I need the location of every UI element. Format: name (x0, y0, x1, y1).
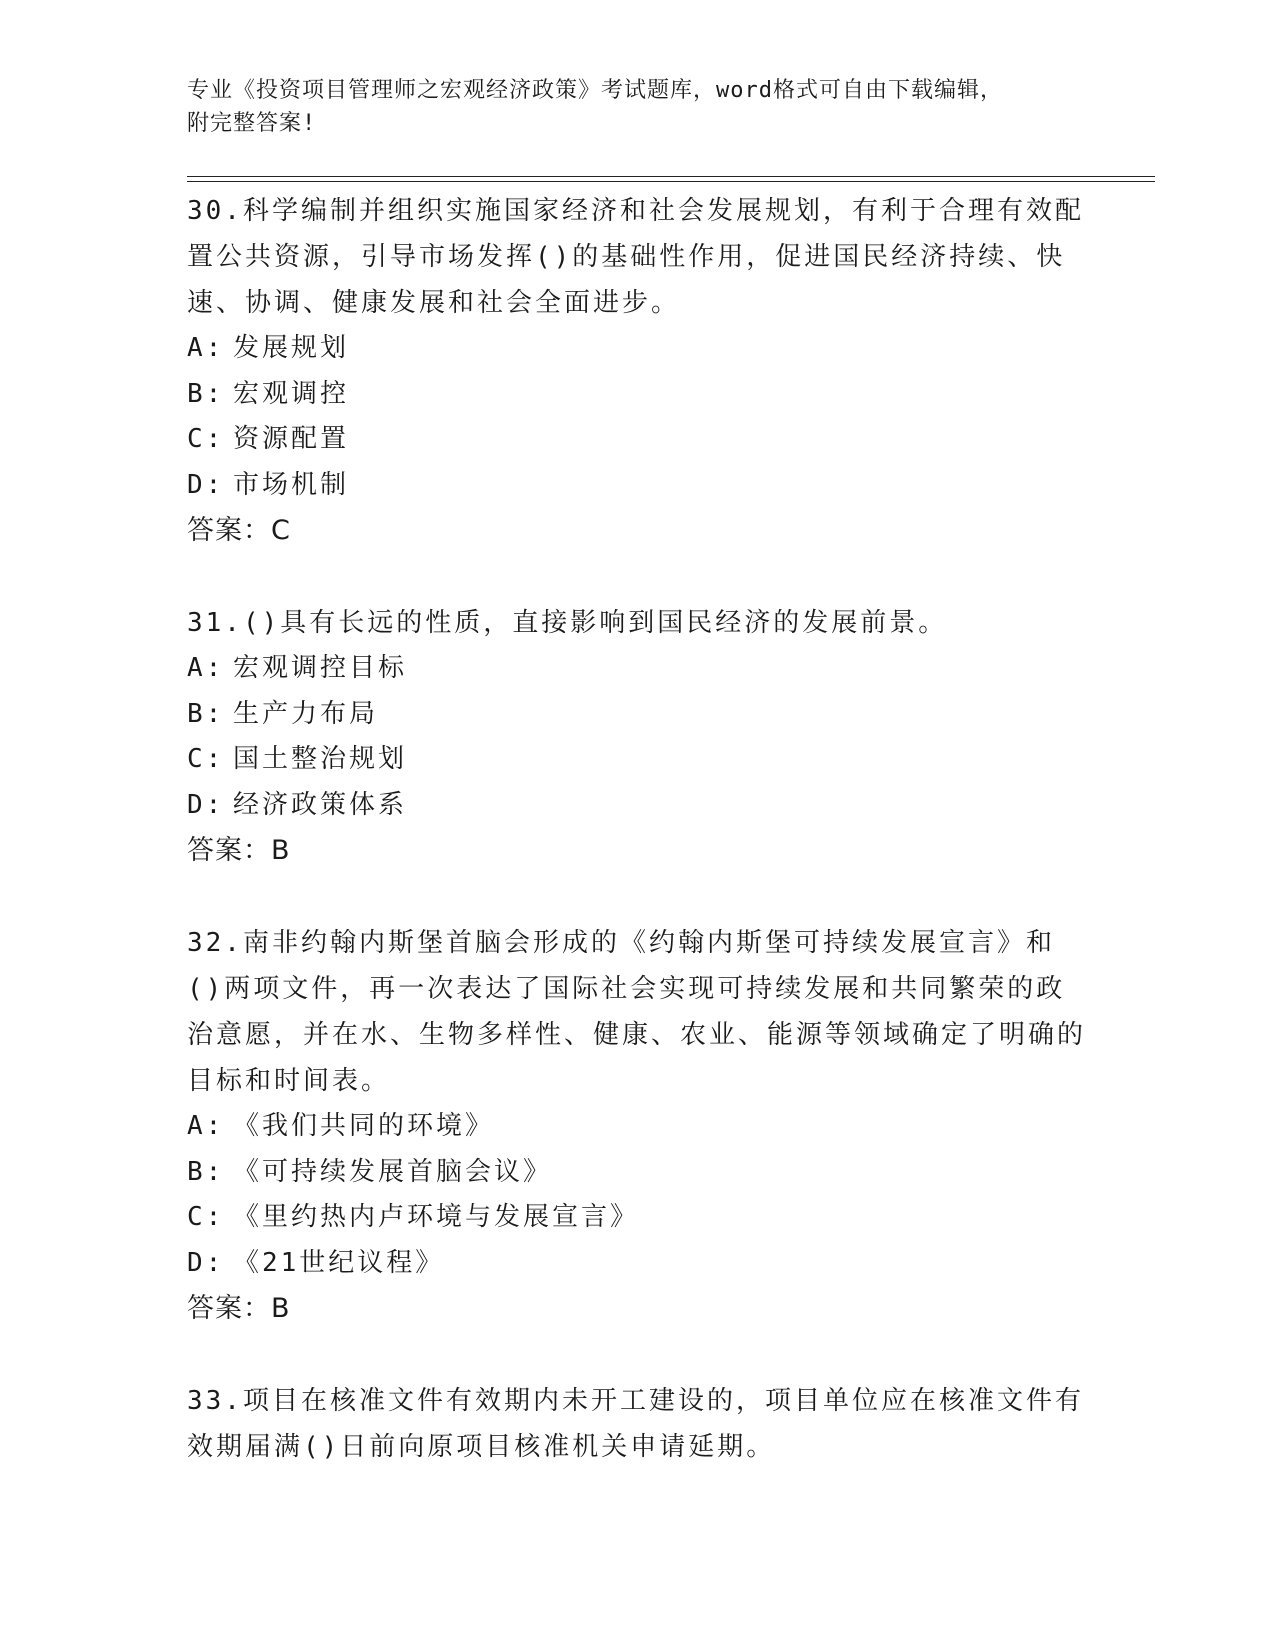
answer-label: 答案：B (187, 1293, 291, 1324)
option-key: D: (187, 1247, 225, 1278)
document-header (187, 74, 1067, 140)
header-divider-top (187, 176, 1155, 177)
header-line-1: 专业《投资项目管理师之宏观经济政策》考试题库，word格式可自由下载编辑， (187, 78, 1003, 103)
option-text: 宏观调控 (233, 378, 350, 409)
option-key: C: (187, 744, 225, 774)
option-key: B: (187, 698, 225, 729)
option-key: C: (187, 424, 225, 454)
option-a (187, 646, 1087, 692)
question-32 (187, 920, 1087, 1332)
question-33 (187, 1378, 1087, 1470)
option-text: 市场机制 (233, 469, 350, 500)
question-30 (187, 188, 1087, 554)
option-c (187, 1195, 1087, 1241)
option-key: C: (187, 1202, 225, 1232)
option-b (187, 372, 1087, 418)
option-key: B: (187, 1156, 225, 1187)
option-key: D: (187, 789, 225, 820)
answer-label: 答案：B (187, 835, 291, 866)
answer-label: 答案：C (187, 515, 291, 546)
option-key: A: (187, 333, 225, 363)
question-31 (187, 600, 1087, 874)
option-b (187, 692, 1087, 738)
option-c (187, 737, 1087, 783)
question-stem: 30.科学编制并组织实施国家经济和社会发展规划，有利于合理有效配置公共资源，引导市场发挥()的基础性作用，促进国民经济持续、快速、协调、健康发展和社会全面进步。 (187, 196, 1084, 318)
option-a (187, 1104, 1087, 1150)
option-d (187, 1241, 1087, 1287)
option-text: 《21世纪议程》 (233, 1247, 445, 1278)
question-stem: 31.()具有长远的性质，直接影响到国民经济的发展前景。 (187, 608, 948, 638)
option-key: A: (187, 1111, 225, 1141)
question-stem: 32.南非约翰内斯堡首脑会形成的《约翰内斯堡可持续发展宣言》和()两项文件，再一次表达了国际社会实现可持续发展和共同繁荣的政治意愿，并在水、生物多样性、健康、农业、能源等领域确定了明确的目标和时间表。 (187, 928, 1087, 1096)
option-key: A: (187, 653, 225, 683)
option-text: 《我们共同的环境》 (233, 1111, 495, 1141)
question-list (187, 188, 1087, 1516)
option-text: 资源配置 (233, 424, 350, 454)
option-c (187, 417, 1087, 463)
option-key: D: (187, 469, 225, 500)
option-b (187, 1150, 1087, 1196)
option-text: 《可持续发展首脑会议》 (233, 1156, 553, 1187)
option-d (187, 463, 1087, 509)
option-text: 国土整治规划 (233, 744, 408, 774)
option-text: 宏观调控目标 (233, 653, 408, 683)
option-d (187, 783, 1087, 829)
option-text: 发展规划 (233, 333, 350, 363)
option-text: 《里约热内卢环境与发展宣言》 (233, 1202, 640, 1232)
option-a (187, 326, 1087, 372)
option-text: 经济政策体系 (233, 789, 408, 820)
option-key: B: (187, 378, 225, 409)
header-line-2: 附完整答案! (187, 111, 317, 136)
header-divider-bottom (187, 181, 1155, 182)
question-stem: 33.项目在核准文件有效期内未开工建设的，项目单位应在核准文件有效期届满()日前向原项目核准机关申请延期。 (187, 1386, 1084, 1462)
option-text: 生产力布局 (233, 698, 379, 729)
